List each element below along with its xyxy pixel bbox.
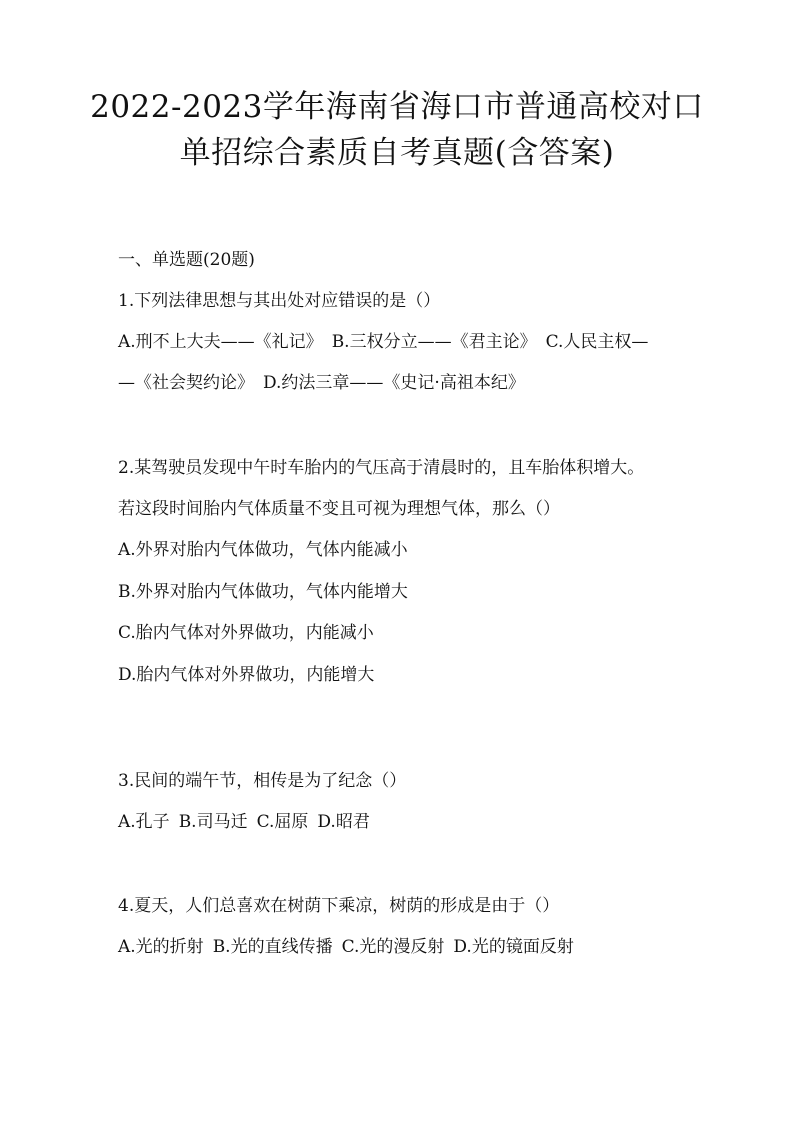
question-2-option-a: A.外界对胎内气体做功，气体内能减小 [118, 540, 408, 560]
document-title-line-2: 单招综合素质自考真题(含答案) [179, 135, 615, 171]
question-1-option-a: A.刑不上大夫——《礼记》 [118, 332, 323, 352]
question-1-stem: 1.下列法律思想与其出处对应错误的是（） [118, 291, 441, 311]
question-4-options [118, 935, 574, 959]
question-1-options-line-2 [118, 371, 525, 395]
document-title-line-1: 2022-2023学年海南省海口市普通高校对口 [90, 89, 704, 125]
question-4-option-c: C.光的漫反射 [341, 937, 445, 957]
question-4-option-b: B.光的直线传播 [212, 937, 333, 957]
question-3-option-a: A.孔子 [118, 812, 170, 832]
question-1-option-c-start: C.人民主权— [545, 332, 649, 352]
question-3-option-d: D.昭君 [317, 812, 370, 832]
question-2-option-b: B.外界对胎内气体做功，气体内能增大 [118, 582, 408, 602]
question-2-option-c: C.胎内气体对外界做功，内能减小 [118, 623, 374, 643]
question-4-option-d: D.光的镜面反射 [453, 937, 574, 957]
question-2-stem-line-1: 2.某驾驶员发现中午时车胎内的气压高于清晨时的，且车胎体积增大。 [118, 458, 645, 478]
question-1-option-d: D.约法三章——《史记·高祖本纪》 [263, 373, 525, 393]
section-heading: 一、单选题(20题) [118, 250, 255, 270]
question-3-stem: 3.民间的端午节，相传是为了纪念（） [118, 771, 407, 791]
question-3-option-b: B.司马迁 [178, 812, 248, 832]
question-3-option-c: C.屈原 [256, 812, 309, 832]
question-4-option-a: A.光的折射 [118, 937, 204, 957]
question-2-option-d: D.胎内气体对外界做功，内能增大 [118, 665, 375, 685]
question-3-options [118, 810, 370, 834]
question-1-option-b: B.三权分立——《君主论》 [331, 332, 537, 352]
question-4-stem: 4.夏天，人们总喜欢在树荫下乘凉，树荫的形成是由于（） [118, 896, 560, 916]
question-1-options-line-1 [118, 330, 648, 354]
question-1-option-c-end: —《社会契约论》 [118, 373, 254, 393]
question-2-stem-line-2: 若这段时间胎内气体质量不变且可视为理想气体，那么（） [118, 499, 560, 519]
